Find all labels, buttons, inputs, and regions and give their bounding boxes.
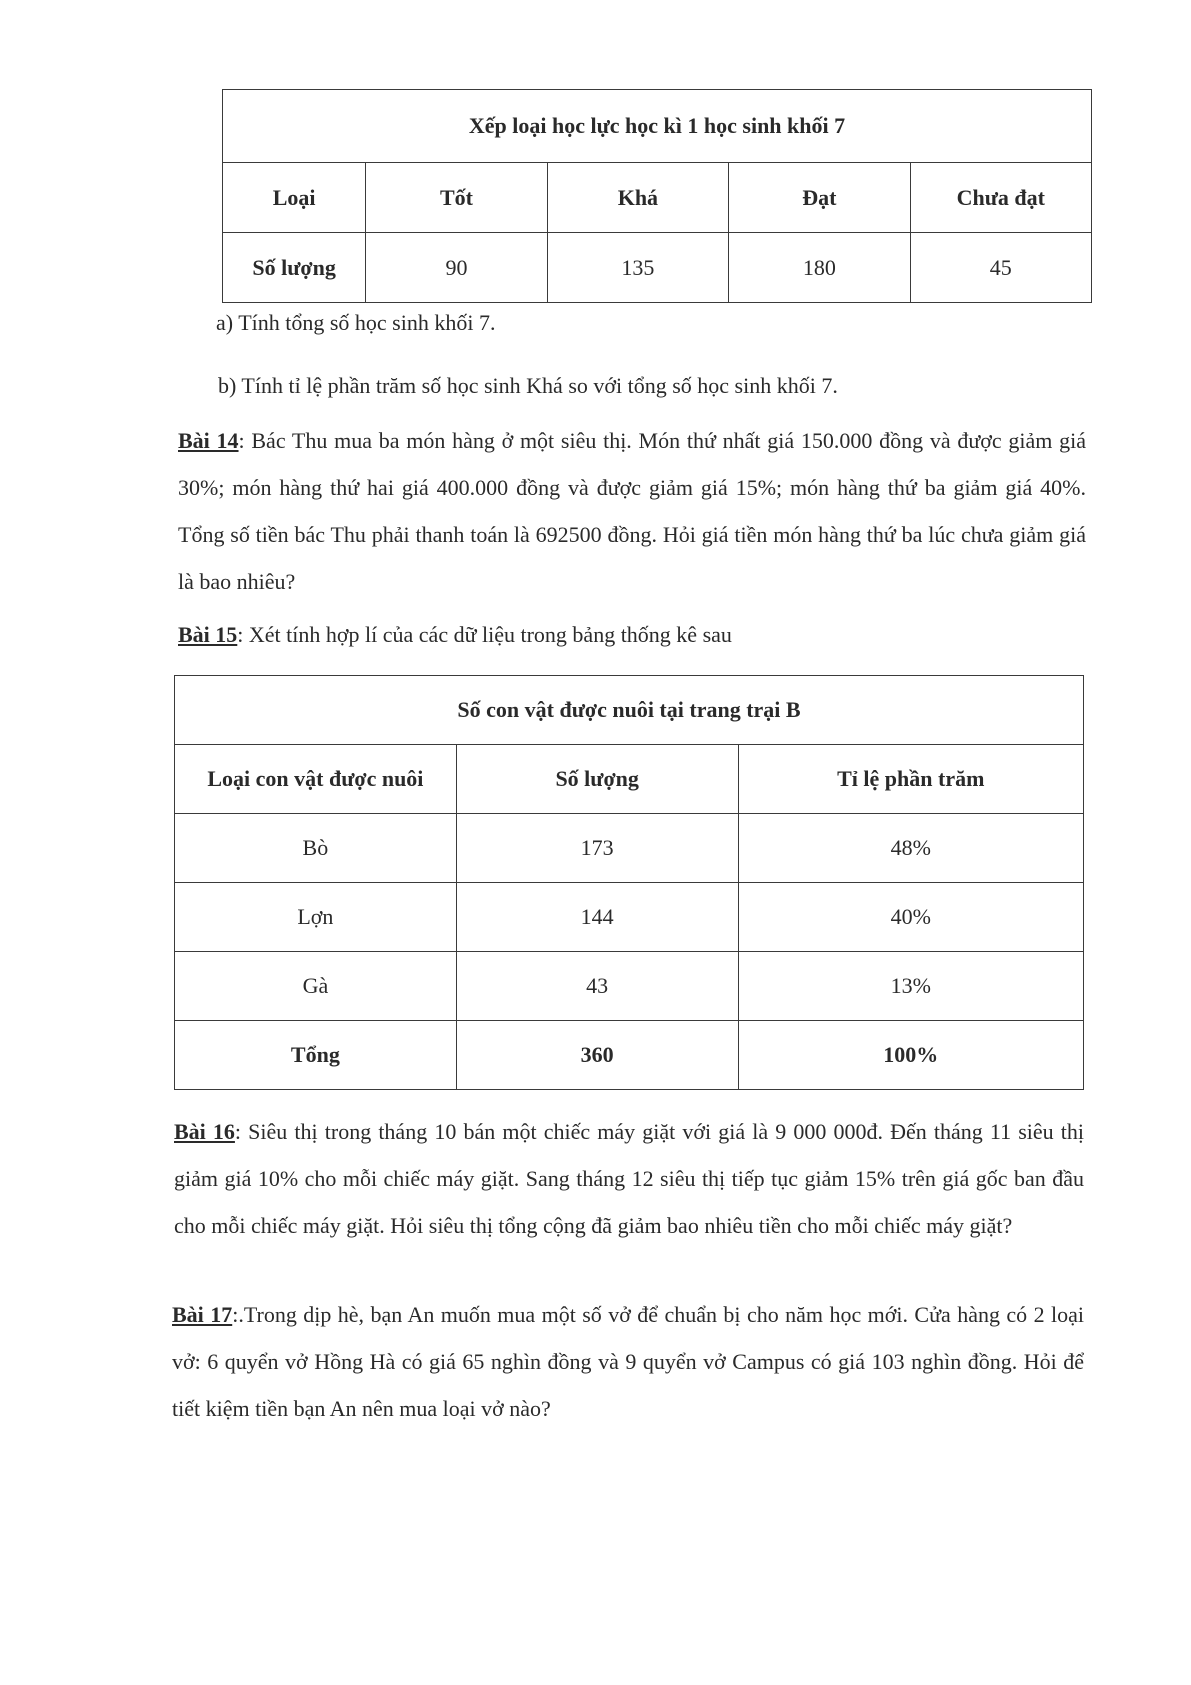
header-cell: Tỉ lệ phần trăm [738, 745, 1083, 814]
exercise-15 [178, 621, 732, 649]
table-title: Số con vật được nuôi tại trang trại B [175, 676, 1084, 745]
exercise-17-text: :.Trong dịp hè, bạn An muốn mua một số vở để chuẩn bị cho năm học mới. Cửa hàng có 2 loại vở: 6 quyển vở Hồng Hà có giá 65 nghìn đồng và 9 quyển vở Campus có giá 103 nghìn đồng. Hỏi để tiết kiệm tiền bạn An nên mua loại vở nào? [172, 1302, 1084, 1421]
table-row [175, 814, 1084, 883]
exercise-15-label: Bài 15 [178, 622, 238, 647]
table-cell: Lợn [175, 883, 457, 952]
table-cell: 40% [738, 883, 1083, 952]
row-label: Số lượng [223, 233, 366, 303]
farm-animals-table [174, 675, 1084, 1090]
table-cell: 90 [366, 233, 547, 303]
task-b: b) Tính tỉ lệ phần trăm số học sinh Khá so với tổng số học sinh khối 7. [218, 373, 838, 398]
table-cell: 360 [456, 1021, 738, 1090]
table-cell: Tổng [175, 1021, 457, 1090]
exercise-16 [174, 1108, 1084, 1249]
header-cell: Đạt [729, 163, 910, 233]
exercise-17 [172, 1291, 1084, 1432]
table-row [175, 952, 1084, 1021]
exercise-15-text: : Xét tính hợp lí của các dữ liệu trong bảng thống kê sau [237, 622, 732, 647]
table-title: Xếp loại học lực học kì 1 học sinh khối 7 [223, 90, 1092, 163]
table-total-row [175, 1021, 1084, 1090]
table-cell: 45 [910, 233, 1091, 303]
exercise-16-label: Bài 16 [174, 1119, 235, 1144]
table-cell: 13% [738, 952, 1083, 1021]
table-cell: 100% [738, 1021, 1083, 1090]
table-row [175, 883, 1084, 952]
header-cell: Loại con vật được nuôi [175, 745, 457, 814]
header-cell: Số lượng [456, 745, 738, 814]
header-cell: Khá [547, 163, 728, 233]
table-cell: 180 [729, 233, 910, 303]
table-row [223, 233, 1092, 303]
task-a: a) Tính tổng số học sinh khối 7. [216, 310, 496, 335]
table-cell: 43 [456, 952, 738, 1021]
exercise-17-label: Bài 17 [172, 1302, 233, 1327]
table-header-row [175, 745, 1084, 814]
table-cell: 48% [738, 814, 1083, 883]
exercise-14 [178, 417, 1086, 605]
table-cell: Gà [175, 952, 457, 1021]
table-cell: Bò [175, 814, 457, 883]
exercise-14-label: Bài 14 [178, 428, 239, 453]
exercise-16-text: : Siêu thị trong tháng 10 bán một chiếc máy giặt với giá là 9 000 000đ. Đến tháng 11 siêu thị giảm giá 10% cho mỗi chiếc máy giặt. Sang tháng 12 siêu thị tiếp tục giảm 15% trên giá gốc ban đầu cho mỗi chiếc máy giặt. Hỏi siêu thị tổng cộng đã giảm bao nhiêu tiền cho mỗi chiếc máy giặt? [174, 1119, 1084, 1238]
header-cell: Chưa đạt [910, 163, 1091, 233]
table-cell: 135 [547, 233, 728, 303]
table-cell: 144 [456, 883, 738, 952]
grade-classification-table [222, 89, 1092, 303]
exercise-14-text: : Bác Thu mua ba món hàng ở một siêu thị. Món thứ nhất giá 150.000 đồng và được giảm giá 30%; món hàng thứ hai giá 400.000 đồng và được giảm giá 15%; món hàng thứ ba giảm giá 40%. Tổng số tiền bác Thu phải thanh toán là 692500 đồng. Hỏi giá tiền món hàng thứ ba lúc chưa giảm giá là bao nhiêu? [178, 428, 1086, 594]
table-cell: 173 [456, 814, 738, 883]
header-cell: Tốt [366, 163, 547, 233]
table-header-row [223, 163, 1092, 233]
header-cell: Loại [223, 163, 366, 233]
